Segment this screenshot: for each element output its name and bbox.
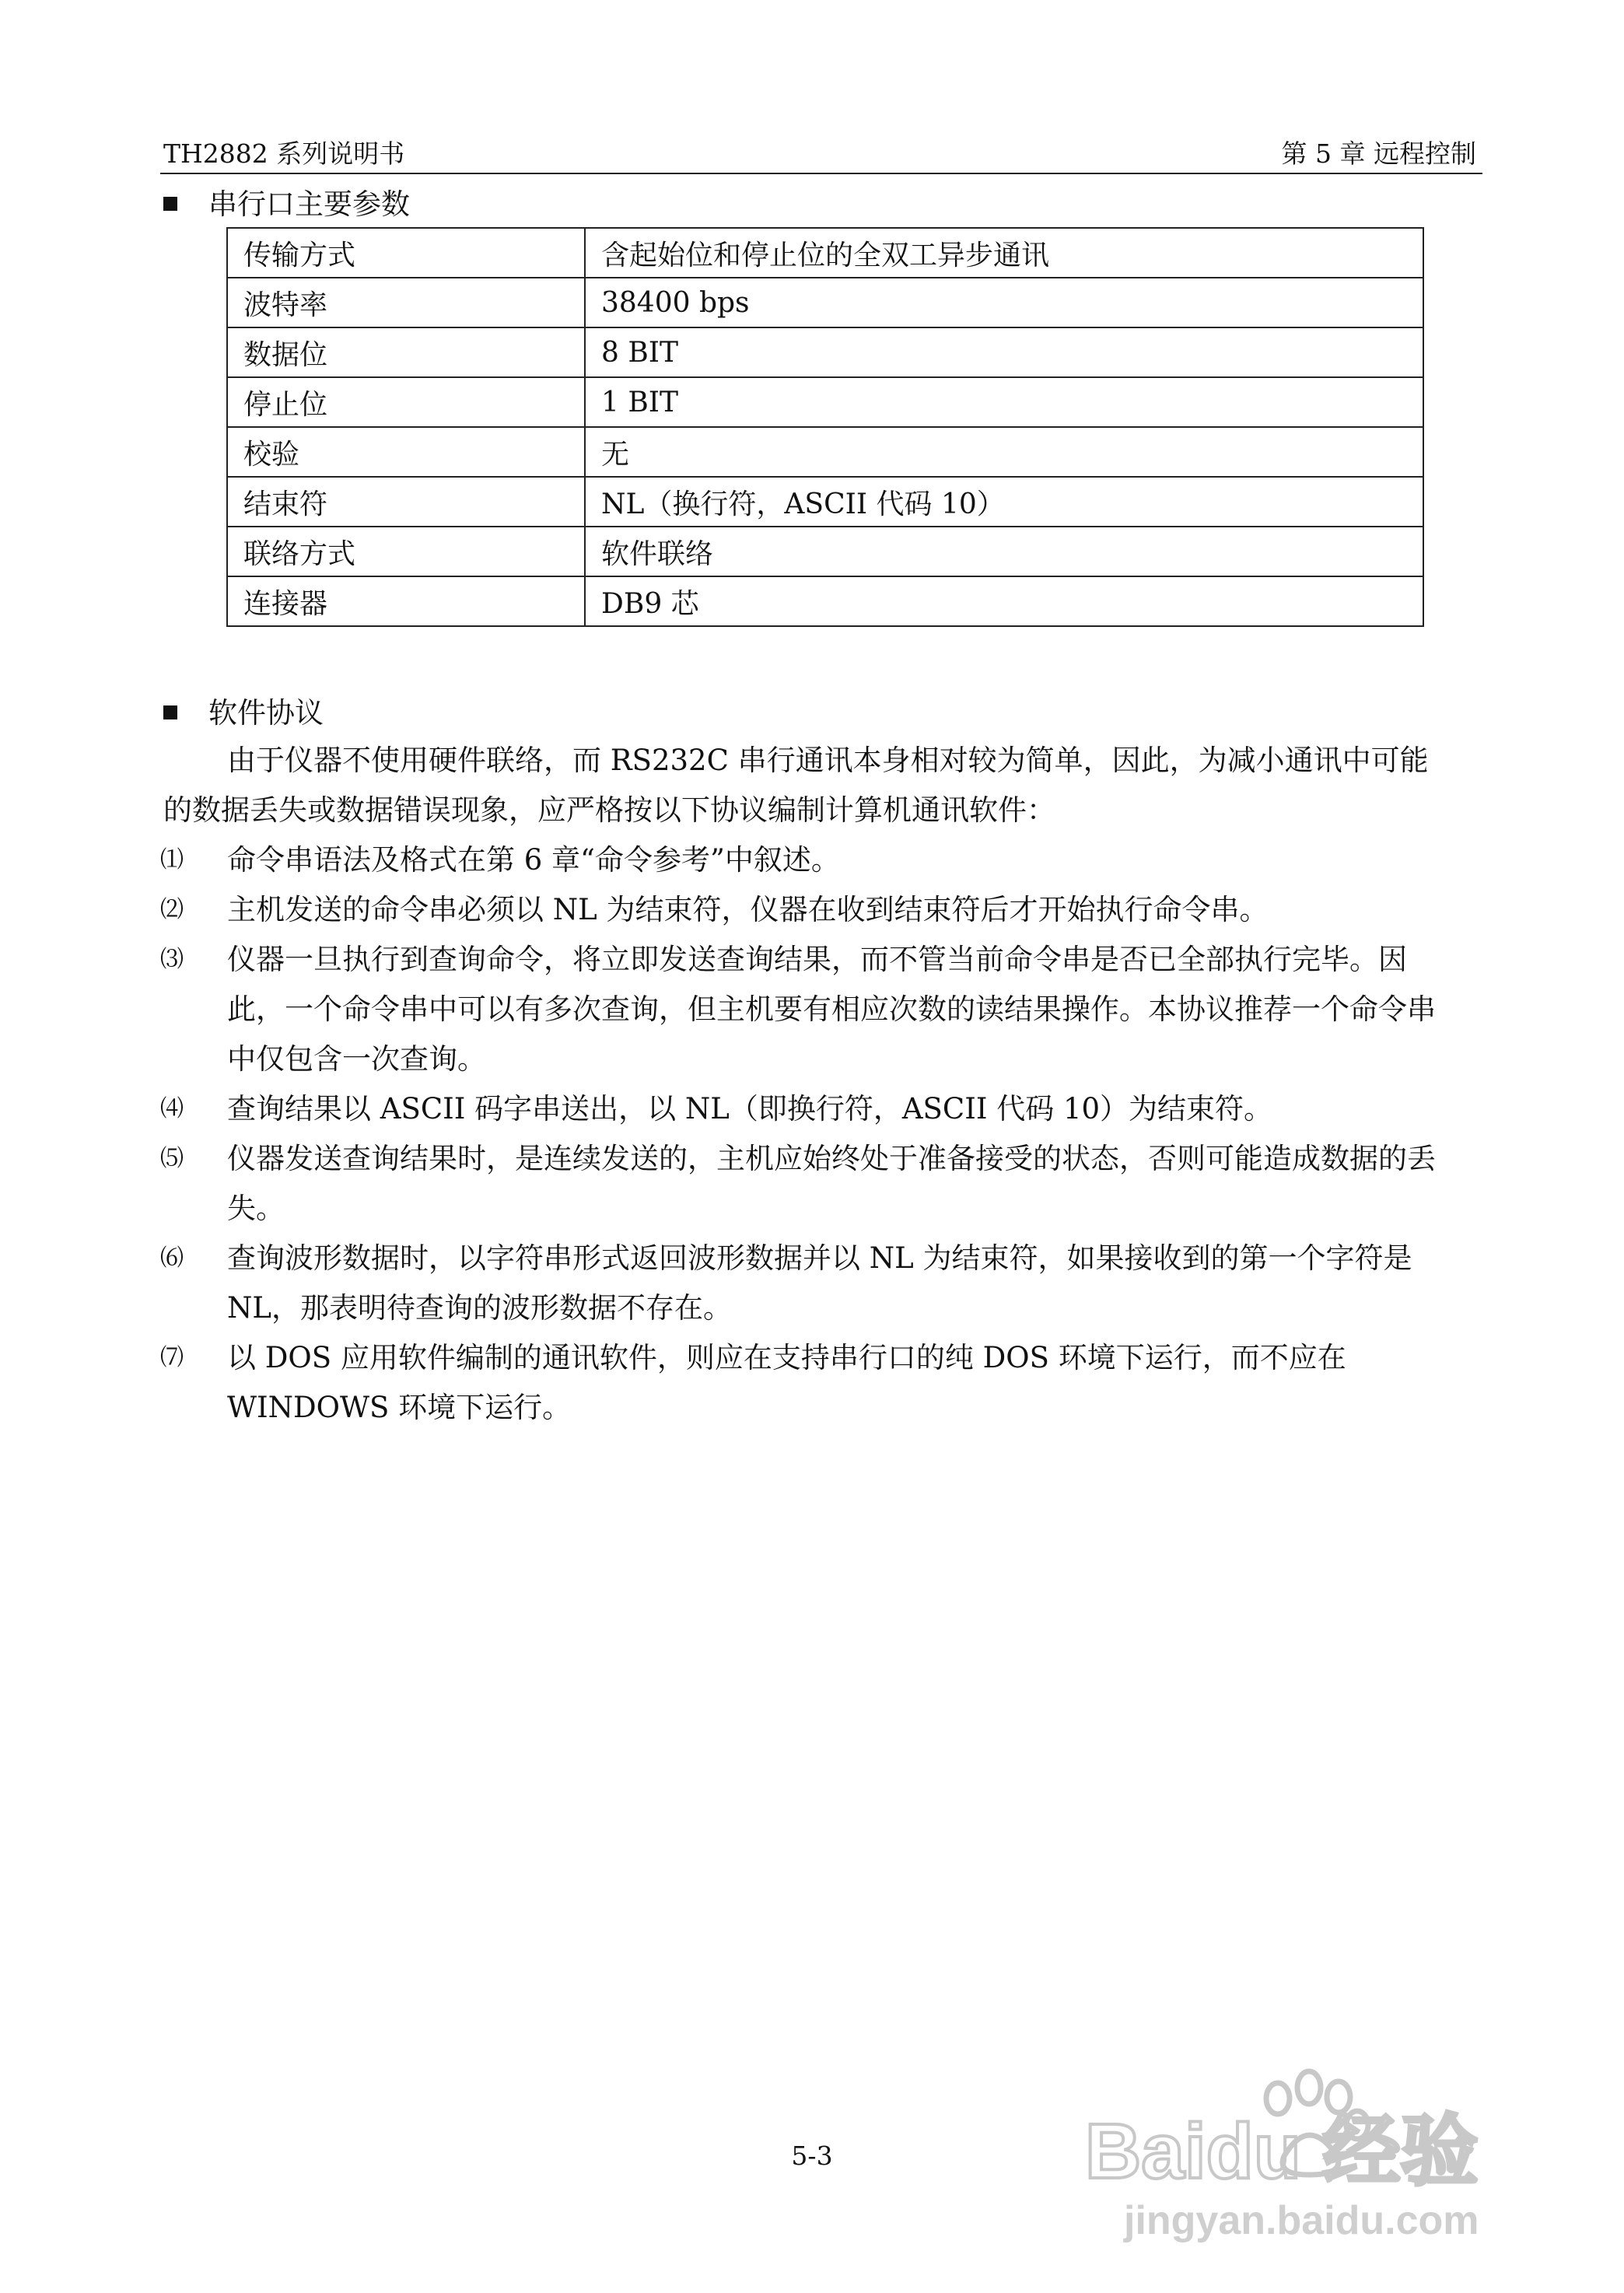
item-number: ⑸	[160, 1145, 184, 1172]
table-row	[227, 278, 1423, 327]
list-item	[160, 1234, 1451, 1333]
param-key: 传输方式	[227, 228, 585, 278]
item-text: 仪器一旦执行到查询命令，将立即发送查询结果，而不管当前命令串是否已全部执行完毕。因此，一个命令串中可以有多次查询，但主机要有相应次数的读结果操作。本协议推荐一个命令串中仅包含一次查询。	[227, 943, 1436, 1076]
serial-params-table	[226, 227, 1424, 627]
table-row	[227, 527, 1423, 576]
param-value: 软件联络	[585, 527, 1423, 576]
header-title: TH2882 系列说明书	[163, 138, 405, 169]
item-number: ⑵	[160, 896, 184, 923]
serial-section-heading	[163, 180, 410, 222]
param-value: 38400 bps	[585, 278, 1423, 327]
item-text: 以 DOS 应用软件编制的通讯软件，则应在支持串行口的纯 DOS 环境下运行，而不应在 WINDOWS 环境下运行。	[227, 1341, 1346, 1424]
param-key: 数据位	[227, 327, 585, 377]
protocol-intro: 由于仪器不使用硬件联络，而 RS232C 串行通讯本身相对较为简单，因此，为减小通讯中可能的数据丢失或数据错误现象，应严格按以下协议编制计算机通讯软件：	[163, 744, 1429, 827]
item-number: ⑶	[160, 946, 184, 973]
protocol-heading-text: 软件协议	[208, 696, 324, 730]
item-number: ⑴	[160, 846, 184, 873]
param-key: 连接器	[227, 576, 585, 626]
param-value: 含起始位和停止位的全双工异步通讯	[585, 228, 1423, 278]
param-key: 结束符	[227, 477, 585, 527]
list-item	[160, 885, 1451, 935]
header-chapter: 第 5 章 远程控制	[1281, 138, 1476, 169]
list-item	[160, 835, 1451, 885]
item-text: 查询结果以 ASCII 码字串送出，以 NL（即换行符，ASCII 代码 10）为结束符。	[227, 1092, 1273, 1125]
table-row	[227, 477, 1423, 527]
table-row	[227, 327, 1423, 377]
serial-heading-text: 串行口主要参数	[208, 187, 410, 221]
param-value: 1 BIT	[585, 377, 1423, 427]
square-bullet-icon	[163, 705, 177, 719]
page-number: 5-3	[791, 2141, 833, 2171]
list-item	[160, 935, 1451, 1084]
table-row	[227, 576, 1423, 626]
list-item	[160, 1333, 1451, 1433]
baidu-jingyan-watermark	[1077, 2053, 1583, 2256]
header-rule	[160, 173, 1482, 174]
param-value: NL（换行符，ASCII 代码 10）	[585, 477, 1423, 527]
param-key: 联络方式	[227, 527, 585, 576]
list-item	[160, 1134, 1451, 1234]
item-number: ⑷	[160, 1095, 184, 1122]
item-number: ⑹	[160, 1245, 184, 1272]
param-value: 8 BIT	[585, 327, 1423, 377]
param-value: DB9 芯	[585, 576, 1423, 626]
watermark-logo-text: Baidu 经验	[1085, 2108, 1479, 2195]
item-text: 主机发送的命令串必须以 NL 为结束符，仪器在收到结束符后才开始执行命令串。	[227, 893, 1269, 926]
item-number: ⑺	[160, 1344, 184, 1371]
param-value: 无	[585, 427, 1423, 477]
table-row	[227, 228, 1423, 278]
item-text: 命令串语法及格式在第 6 章“命令参考”中叙述。	[227, 843, 840, 877]
protocol-section-heading	[163, 689, 324, 731]
list-item	[160, 1084, 1451, 1134]
table-row	[227, 427, 1423, 477]
param-key: 停止位	[227, 377, 585, 427]
square-bullet-icon	[163, 197, 177, 211]
item-text: 仪器发送查询结果时，是连续发送的，主机应始终处于准备接受的状态，否则可能造成数据的丢失。	[227, 1142, 1436, 1225]
item-text: 查询波形数据时，以字符串形式返回波形数据并以 NL 为结束符，如果接收到的第一个字符是 NL，那表明待查询的波形数据不存在。	[227, 1241, 1412, 1325]
table-row	[227, 377, 1423, 427]
param-key: 校验	[227, 427, 585, 477]
param-key: 波特率	[227, 278, 585, 327]
watermark-url: jingyan.baidu.com	[1124, 2198, 1479, 2243]
